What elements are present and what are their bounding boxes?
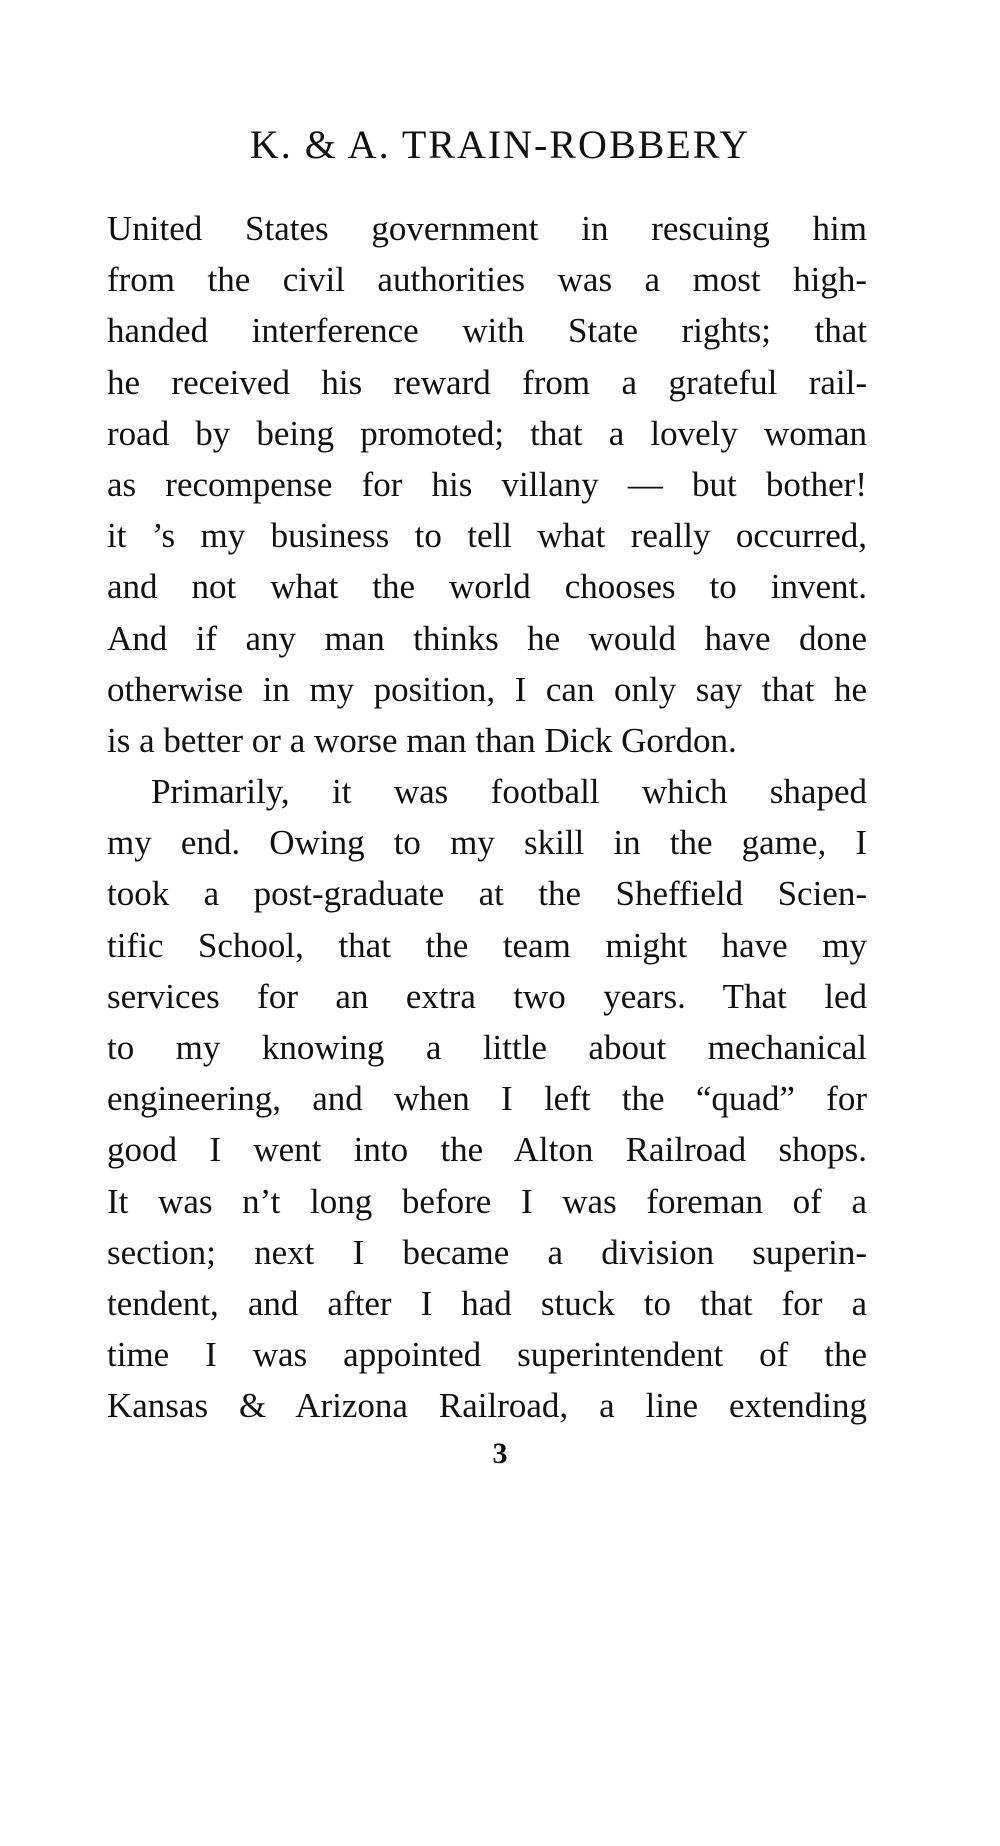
running-head: K. & A. TRAIN-ROBBERY [249,122,751,167]
text-line: and not what the world chooses to invent. [107,567,867,607]
text-line: is a better or a worse man than Dick Gordon. [107,720,737,760]
paragraph-1 [107,203,867,766]
paragraph-2 [107,766,867,1431]
page-number: 3 [492,1437,508,1470]
text-line: United States government in rescuing him [107,209,867,248]
text-line: tendent, and after I had stuck to that for a [107,1283,867,1323]
text-line: section; next I became a division superin- [107,1232,867,1272]
text-line: it ’s my business to tell what really occurred, [107,516,867,556]
text-line: tific School, that the team might have my [107,925,867,965]
text-line: from the civil authorities was a most high- [107,260,867,300]
text-line: otherwise in my position, I can only say that he [107,669,867,709]
body-text [107,203,867,1432]
text-line: It was n’t long before I was foreman of a [107,1181,867,1221]
text-line: he received his reward from a grateful rail- [107,362,867,402]
text-line: to my knowing a little about mechanical [107,1028,867,1067]
text-line: Primarily, it was football which shaped [151,772,867,812]
text-line: services for an extra two years. That led [107,976,867,1016]
text-line: as recompense for his villany — but bother! [107,464,867,504]
text-line: my end. Owing to my skill in the game, I [107,823,867,863]
text-line: took a post-graduate at the Sheffield Scien- [107,874,867,914]
text-line: time I was appointed superintendent of the [107,1335,867,1375]
text-line: engineering, and when I left the “quad” for [107,1079,867,1119]
text-line: handed interference with State rights; that [107,311,867,351]
text-line: Kansas & Arizona Railroad, a line extending [107,1386,867,1426]
text-line: And if any man thinks he would have done [107,618,867,658]
text-line: good I went into the Alton Railroad shops. [107,1130,867,1170]
text-line: road by being promoted; that a lovely woman [107,413,867,453]
